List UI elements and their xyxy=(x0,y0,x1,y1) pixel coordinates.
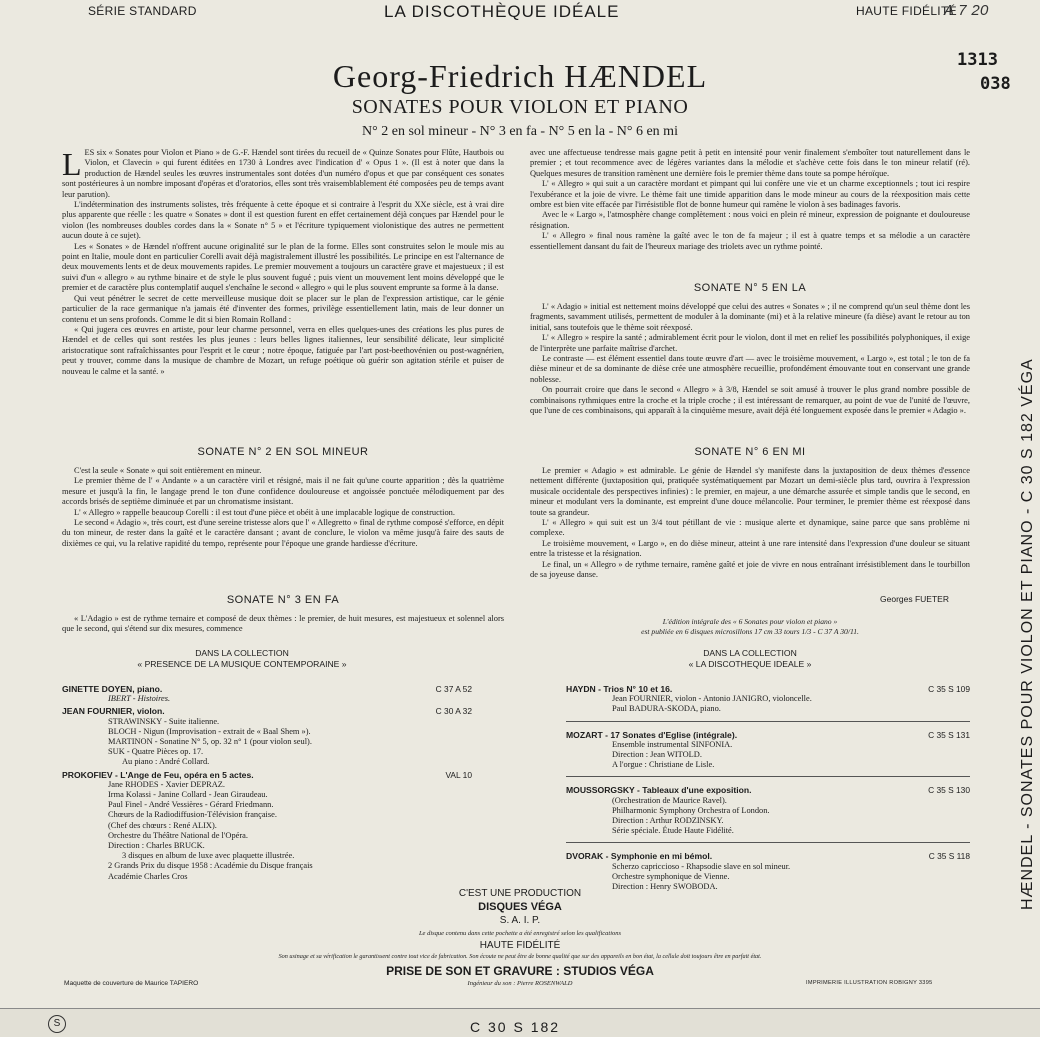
entry-line: Paul Finel - André Vessières - Gérard Friedmann. xyxy=(108,800,274,810)
entry-line: Paul BADURA-SKODA, piano. xyxy=(612,704,721,714)
entry-line: Scherzo capriccioso - Rhapsodie slave en sol mineur. xyxy=(612,861,791,871)
entry-line: (Chef des chœurs : René ALIX). xyxy=(108,820,217,830)
entry-line: Jean FOURNIER, violon - Antonio JANIGRO, violoncelle. xyxy=(612,694,812,704)
entry-line: MOUSSORGSKY - Tableaux d'une exposition. xyxy=(566,785,752,796)
entry-line: Chœurs de la Radiodiffusion-Télévision française. xyxy=(108,810,277,820)
entry-line: Direction : Henry SWOBODA. xyxy=(612,882,718,892)
catalog-code: VAL 10 xyxy=(445,769,472,780)
paragraph: L'indétermination des instruments solistes, très fréquente à cette époque et si contraire à l'esprit du XXe siècle, est à vrai dire plus apparente que réelle : les quatre « Sonates » dont il est question furent en effet certainement déjà conçues par Hændel pour le violon (les nombreuses doubles cordes dans la « Sonate n° 5 » et l'écriture typiquement violonistique des autres ne permettent aucun doute à ce sujet). xyxy=(62,200,504,241)
paragraph: Le premier « Adagio » est admirable. Le génie de Hændel s'y manifeste dans la juxtaposition de deux thèmes d'essence nettement différente (juxtaposition qui, pratiquée systématiquement par Mozart un demi-siècle plus tard, ouvrira à l'expression musicale occidentale des perspectives infinies) : le premier, en majeur, a une démarche assurée et simple tandis que le second, en mineur et modulant vers la dominante, est empreint d'une douce mélancolie. Pour terminer, le premier thème est réexposé dans toute sa grandeur. xyxy=(530,466,970,517)
entry-line: GINETTE DOYEN, piano. xyxy=(62,684,163,694)
entry-line: Direction : Arthur RODZINSKY. xyxy=(612,816,724,826)
entry-line: SUK - Quatre Pièces op. 17. xyxy=(108,747,204,757)
entry-line: IBERT - Histoires. xyxy=(108,694,171,704)
paragraph: Le contraste — est élément essentiel dans toute œuvre d'art — avec le troisième mouvement, « Largo », est total ; le ton de fa dièse mineur et de sa dominante de dièse crée une atmosphère recueillie, profondément émouvante tout en conservant une grande noblesse. xyxy=(530,354,970,384)
collection-entry xyxy=(566,684,970,722)
edition-note-2: est publiée en 6 disques microsillons 17 cm 33 tours 1/3 - C 37 A 30/11. xyxy=(641,627,859,636)
collection-entry xyxy=(566,730,970,778)
paragraph: On pourrait croire que dans le second « Allegro » à 3/8, Hændel se soit amusé à trouver le plus grand nombre possible de combinaisons rythmiques entre la croche et la triple croche ; il est intéressant de remarquer, au point de vue de l'unité de l'œuvre, que l'une de ces combinaisons, qui apparaît à la cinquième mesure, avait déjà été longuement exposée dans le premier « Adagio ». xyxy=(530,385,970,416)
paragraph: avec une affectueuse tendresse mais gagne petit à petit en intensité pour venir finalement s'emboîter tout naturellement dans le premier ; et tout recommence avec de légères variantes dans la mélodie et s'achève cette fois dans le ton mineur relatif (ré). Quelques mesures de transition ramènent une dernière fois le premier thème dans toute sa pompe héroïque. xyxy=(530,148,970,178)
collection-title: LA DISCOTHÈQUE IDÉALE xyxy=(384,2,620,21)
entry-line: STRAWINSKY - Suite italienne. xyxy=(108,716,220,726)
entry-line: Série spéciale. Étude Haute Fidélité. xyxy=(612,826,734,836)
production-line-1: C'EST UNE PRODUCTION xyxy=(458,888,582,899)
entry-line: Irma Kolassi - Janine Collard - Jean Giraudeau. xyxy=(108,790,268,800)
entry-line: Orchestre symphonique de Vienne. xyxy=(612,871,730,881)
composer-name: Georg-Friedrich HÆNDEL xyxy=(332,58,708,94)
collection-entry xyxy=(62,770,472,882)
catalog-code: C 35 S 131 xyxy=(928,729,970,740)
sonate3-text xyxy=(62,614,504,635)
entry-line: A l'orgue : Christiane de Lisle. xyxy=(612,760,715,770)
entry-line: Ensemble instrumental SINFONIA. xyxy=(612,739,733,749)
engineer-credit: Ingénieur du son : Pierre ROSENWALD xyxy=(467,980,573,987)
catalog-code: C 35 S 130 xyxy=(928,785,970,796)
paragraph: ES six « Sonates pour Violon et Piano » de G.-F. Hændel sont tirées du recueil de « Quinze Sonates pour Flûte, Hautbois ou Violon, et Clavecin » qui furent éditées en 1730 à Londres avec l'indication d' « Opus 1 ». (Il est à noter que dans la production de Hændel seules les œuvres instrumentales sont dotées d'un numéro d'opus et que par conséquent ces sonates sont postérieures à un nombre imposant d'opéras et d'oratorios, elles sont très vraisemblablement été composées peu de temps avant leur parution). xyxy=(62,148,504,199)
collection-left-heading xyxy=(62,648,422,670)
paragraph: L' « Adagio » initial est nettement moins développé que celui des autres « Sonates » ; il ne comprend qu'un seul thème dont les fragments, savamment utilisés, permettent de moduler à la dominante (mi) et à la relative mineure (fa dièse) avant le retour au ton initial, sans toutefois que le thème soit réexposé. xyxy=(530,302,970,332)
spine-text: HÆNDEL - SONATES POUR VIOLON ET PIANO - C 30 S 182 VÉGA xyxy=(1019,358,1036,910)
entry-line: Académie Charles Cros xyxy=(108,871,188,881)
paragraph: C'est la seule « Sonate » qui soit entièrement en mineur. xyxy=(74,466,262,475)
left-column-text xyxy=(62,148,504,377)
entry-line: Orchestre du Théâtre National de l'Opéra. xyxy=(108,830,248,840)
paragraph: « Qui jugera ces œuvres en artiste, pour leur charme personnel, verra en elles quelques-unes des créations les plus pures de Hændel et de celles qui sont restées les plus jeunes : leurs belles lignes italiennes, leur sensibilité délicate, leur simplicité aristocratique sont rafraîchissantes pour l'esprit et le cœur ; notre époque, fatiguée par l'art post-beethovénien ou post-wagnérien, peut y trouver, comme dans la musique de chambre de Mozart, un refuge poétique où guérir son agitation stérile et puiser de nouveau le calme et la santé. » xyxy=(62,324,504,376)
paragraph: L' « Allegro » qui suit a un caractère mordant et pimpant qui lui confère une vie et un charme exceptionnels ; tout ici respire l'exubérance et la joie de vivre. Le thème fait une timide apparition dans le mode mineur au cours de la réexposition mais cette ombre est bien vite effacée par l'irrésistible flot de bonne humeur qui ramène le violon à ses badinages favoris. xyxy=(530,179,970,210)
paragraph: Les « Sonates » de Hændel n'offrent aucune originalité sur le plan de la forme. Elles sont construites selon le moule mis au point en Italie, moule dont en particulier Corelli avait déjà magistralement illustré les possibilités. Le principe en est l'alternance de deux mouvements lents et de deux mouvements rapides. Le premier mouvement a toujours un caractère grave et majestueux ; il est suivi d'un « allegro » au rythme binaire et de style le plus souvent fugué ; puis vient un mouvement lent moins développé que le premier et de caractère plus contemplatif auquel s'enchaîne le second « allegro » qui le plus souvent emprunte sa forme à la danse. xyxy=(62,241,504,293)
sonate3-heading: SONATE N° 3 EN FA xyxy=(226,594,340,606)
bottom-strip xyxy=(0,1008,1040,1037)
fidelity-label: HAUTE FIDÉLITÉ xyxy=(856,4,957,18)
entry-line: (Orchestration de Maurice Ravel). xyxy=(612,795,727,805)
fidelity-note: HAUTE FIDÉLITÉ xyxy=(479,940,561,951)
paragraph: Qui veut pénétrer le secret de cette merveilleuse musique doit se placer sur le plan de l'expression artistique, car le génie particulier de la race germanique n'a jamais été d'inventer des formes, privilège essentiellement latin, mais de leur donner un contenu et un sens profonds. Comme le dit si bien Romain Rolland : xyxy=(62,293,504,324)
entry-line: 2 Grands Prix du disque 1958 : Académie du Disque français xyxy=(108,861,313,871)
entry-line: Philharmonic Symphony Orchestra of London. xyxy=(612,805,770,815)
paragraph: L' « Allegro » rappelle beaucoup Corelli : il est tout d'une pièce et obéit à une implacable logique de construction. xyxy=(74,507,455,517)
sonate5-heading: SONATE N° 5 EN LA xyxy=(693,282,807,294)
entry-line: Jane RHODES - Xavier DEPRAZ. xyxy=(108,779,226,789)
sonata-numbers: N° 2 en sol mineur - N° 3 en fa - N° 5 en la - N° 6 en mi xyxy=(362,124,678,139)
quality-note: Son usinage et sa vérification le garantissent contre tout vice de fabrication. Son écoute ne peut être de bonne qualité que sur des appareils en bon état, la cellule doit toujours être en parfait état. xyxy=(278,953,762,960)
entry-line: Direction : Jean WITOLD. xyxy=(612,750,702,760)
collection-left-head2: « PRESENCE DE LA MUSIQUE CONTEMPORAINE » xyxy=(137,659,347,669)
collection-left-list xyxy=(62,684,472,882)
ref-number-2: 038 xyxy=(980,74,1011,94)
cover-design-credit: Maquette de couverture de Maurice TAPIERO xyxy=(64,980,199,987)
paragraph: L' « Allegro » respire la santé ; admirablement écrit pour le violon, dont il met en relief les possibilités polyphoniques, il exige de l'interprète une parfaite maîtrise d'archet. xyxy=(530,333,970,353)
paragraph: Le second « Adagio », très court, est d'une sereine tristesse alors que l' « Allegretto » final de rythme composé s'efforce, en dépit du ton mineur, de rester dans la gaîté et le caractère dansant ; avant de conclure, le violon va même jusqu'à faire des sauts de dixièmes ce qui, vu la relative rapidité du tempo, représente pour l'époque une grande hardiesse d'écriture. xyxy=(62,518,504,548)
catalog-code: C 37 A 52 xyxy=(435,684,472,694)
paragraph: Avec le « Largo », l'atmosphère change complètement : nous voici en plein ré mineur, expression de poignante et douloureuse résignation. xyxy=(530,210,970,230)
paragraph: Le premier thème de l' « Andante » a un caractère viril et résigné, mais il ne fait qu'une courte apparition ; dès la quatrième mesure et jusqu'à la fin, le langage prend le ton d'une confidence douloureuse et angoissée ponctuée mélodiquement par des accords brisés de septième diminuée et par un chromatisme insistant. xyxy=(62,476,504,507)
sonate2-text xyxy=(62,466,504,549)
collection-entry xyxy=(62,684,472,704)
sonate6-text xyxy=(530,466,970,580)
entry-line: Direction : Charles BRUCK. xyxy=(108,841,205,851)
collection-left-head1: DANS LA COLLECTION xyxy=(195,648,289,658)
author-signature: Georges FUETER xyxy=(880,594,949,604)
entry-line: PROKOFIEV - L'Ange de Feu, opéra en 5 actes. xyxy=(62,769,254,780)
sonate6-heading: SONATE N° 6 EN MI xyxy=(694,446,806,458)
entry-line: Au piano : André Collard. xyxy=(122,757,210,767)
entry-line: HAYDN - Trios N° 10 et 16. xyxy=(566,684,673,694)
catalog-code: C 30 A 32 xyxy=(435,706,472,717)
collection-entry xyxy=(566,785,970,843)
collection-entry xyxy=(62,706,472,767)
ref-number-1: 1313 xyxy=(957,50,998,70)
entry-line: JEAN FOURNIER, violon. xyxy=(62,706,165,717)
bottom-catalog-code: C 30 S 182 xyxy=(470,1019,561,1035)
company-name: S. A. I. P. xyxy=(499,915,541,926)
label-name: DISQUES VÉGA xyxy=(478,901,562,913)
paragraph: Le final, un « Allegro » de rythme ternaire, ramène gaîté et joie de vivre en nous entraînant irrésistiblement dans le tourbillon de sa joyeuse danse. xyxy=(530,559,970,580)
collection-right-head1: DANS LA COLLECTION xyxy=(703,648,797,658)
collection-right-heading xyxy=(600,648,900,670)
edition-note-1: L'édition intégrale des « 6 Sonates pour violon et piano » xyxy=(662,617,838,626)
right-column-text xyxy=(530,148,970,252)
collection-right-head2: « LA DISCOTHEQUE IDEALE » xyxy=(688,659,812,669)
sonate2-heading: SONATE N° 2 EN SOL MINEUR xyxy=(197,446,369,458)
catalog-code: C 35 S 118 xyxy=(928,851,970,862)
handwritten-note: A 7 20 xyxy=(944,2,989,19)
paragraph: L' « Allegro » qui suit est un 3/4 tout pétillant de vie : musique alerte et dynamique, saine parce que sans problème ni complexe. xyxy=(530,518,970,538)
circle-s-icon: S xyxy=(48,1015,66,1033)
printer-credit: IMPRIMERIE ILLUSTRATION ROBIGNY 3395 xyxy=(806,980,933,986)
spine-title xyxy=(982,210,1036,910)
entry-line: MARTINON - Sonatine N° 5, op. 32 n° 1 (pour violon seul). xyxy=(108,737,312,747)
series-label: SÉRIE STANDARD xyxy=(88,4,197,18)
sonate5-text xyxy=(530,302,970,416)
paragraph: L' « Allegro » final nous ramène la gaîté avec le ton de fa majeur ; il est à quatre temps et sa mélodie a un caractère essentiellement dansant du fait de l'heureux mariage des triolets avec un rythme pointé. xyxy=(530,231,970,251)
entry-line: MOZART - 17 Sonates d'Eglise (intégrale). xyxy=(566,729,738,740)
entry-line: DVORAK - Symphonie en mi bémol. xyxy=(566,851,713,862)
entry-line: BLOCH - Nigun (Improvisation - extrait de « Baal Shem »). xyxy=(108,726,311,736)
studio-credit: PRISE DE SON ET GRAVURE : STUDIOS VÉGA xyxy=(386,964,654,978)
drop-cap: L xyxy=(62,146,82,182)
paragraph: « L'Adagio » est de rythme ternaire et composé de deux thèmes : le premier, de huit mesures, est majestueux et solennel alors que le second, qui s'étend sur dix mesures, commence xyxy=(62,614,504,634)
collection-entry xyxy=(566,851,970,892)
work-title: SONATES POUR VIOLON ET PIANO xyxy=(351,96,689,118)
catalog-code: C 35 S 109 xyxy=(928,684,970,694)
entry-line: 3 disques en album de luxe avec plaquette illustrée. xyxy=(122,851,295,861)
collection-right-list xyxy=(566,684,970,892)
recording-note: Le disque contenu dans cette pochette a été enregistré selon les qualifications xyxy=(418,930,622,937)
paragraph: Le troisième mouvement, « Largo », en do dièse mineur, atteint à une rare intensité dans l'expression d'une douleur se situant entre la tristesse et la résignation. xyxy=(530,538,970,559)
